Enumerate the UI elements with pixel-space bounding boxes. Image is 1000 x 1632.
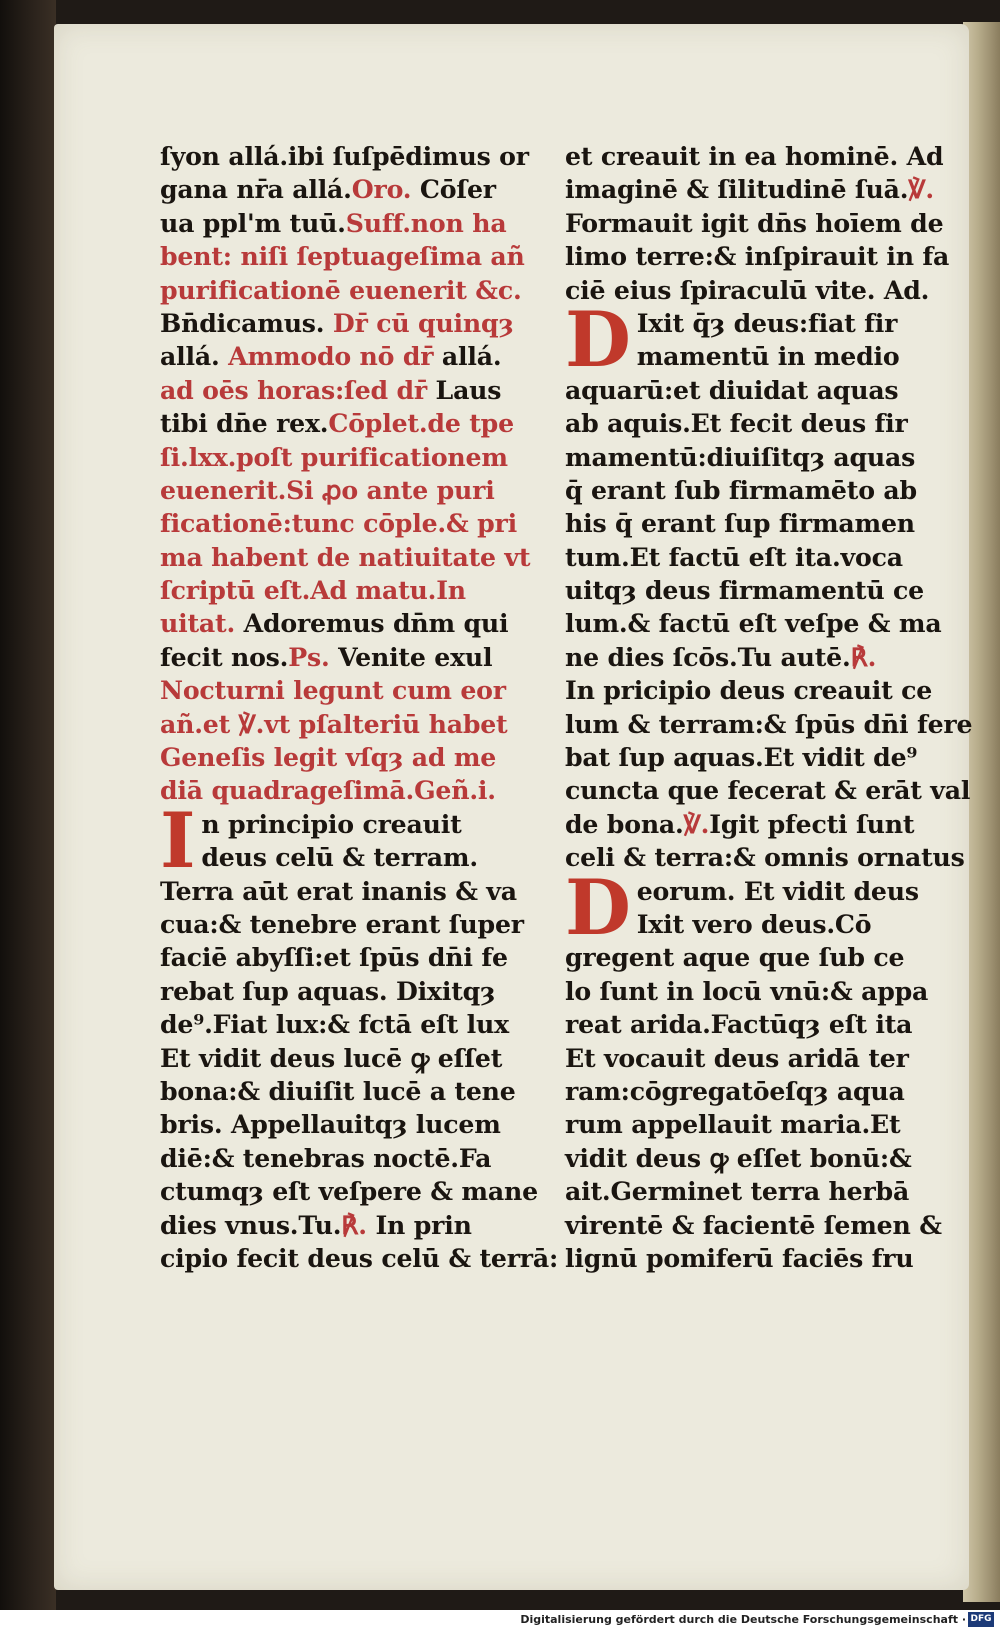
rubric-text: Suff.non ha [345, 207, 507, 238]
text-line [565, 1142, 925, 1175]
text-line [565, 140, 944, 173]
text-line [160, 207, 520, 240]
body-text: virentē & facientē ſemen & [565, 1209, 942, 1240]
body-text: cuncta que fecerat & erāt val [565, 775, 971, 806]
rubric-text: ℟. [341, 1209, 367, 1240]
text-line [160, 307, 520, 340]
rubric-text: ma habent de natiuitate vt [160, 541, 531, 572]
text-line [160, 875, 520, 908]
body-text: ram:cōgregatōeſqȝ aqua [565, 1075, 905, 1106]
body-text: Et vocauit deus aridā ter [565, 1042, 909, 1073]
text-line [160, 1242, 559, 1275]
body-text: vidit deus ꝙ eſſet bonū:& [565, 1142, 912, 1173]
body-text: In pricipio deus creauit ce [565, 675, 933, 706]
text-line [565, 841, 965, 874]
rubric-text: Geneſis legit vſqȝ ad me [160, 742, 497, 773]
body-text: faciē abyſſi:et ſpūs dn̄i fe [160, 942, 508, 973]
body-text: his q̄ erant ſup firmamen [565, 508, 915, 539]
body-text: eorum. Et vidit deus [636, 875, 919, 906]
body-text: n principio creauit [201, 808, 462, 839]
funding-credit: Digitalisierung gefördert durch die Deutsche Forschungsgemeinschaft · [520, 1613, 966, 1626]
text-line [160, 741, 520, 774]
text-line [565, 774, 971, 807]
text-line [160, 1042, 520, 1075]
text-line [160, 441, 520, 474]
body-text: ait.Germinet terra herbā [565, 1176, 910, 1207]
rubric-text: euenerit.Si ꝓo ante puri [160, 474, 495, 505]
body-text: tum.Et factū eſt ita.voca [565, 541, 903, 572]
body-text: ciē eius ſpiraculū vite. Ad. [565, 274, 930, 305]
body-text: gregent aque que ſub ce [565, 942, 905, 973]
body-text: lum & terram:& ſpūs dn̄i fere [565, 708, 973, 739]
text-line [160, 674, 520, 707]
body-text: de⁹.Fiat lux:& fctā eſt lux [160, 1009, 509, 1040]
text-line [565, 574, 925, 607]
dfg-logo: DFG [968, 1612, 994, 1627]
body-text: bona:& diuiſit lucē a tene [160, 1075, 516, 1106]
body-text: allá. [433, 341, 502, 372]
text-line [160, 340, 520, 373]
text-line [565, 1175, 925, 1208]
rubric-text: añ.et ℣.vt pſalteriū habet [160, 708, 508, 739]
body-text: limo terre:& inſpirauit in fa [565, 241, 950, 272]
book-spine [0, 0, 56, 1610]
text-line [565, 474, 925, 507]
text-line [160, 1008, 520, 1041]
body-text: mamentū in medio [636, 341, 900, 372]
body-text: Terra aūt erat inanis & va [160, 875, 517, 906]
rubric-text: bent: niſi ſeptuageſima añ [160, 241, 525, 272]
body-text: reat arida.Factūqȝ eſt ita [565, 1009, 913, 1040]
body-text: allá. [160, 341, 220, 372]
text-line [565, 1008, 925, 1041]
rubric-text: Oro. [351, 174, 412, 205]
body-text: de bona. [565, 808, 684, 839]
text-line [160, 240, 525, 273]
decorated-initial: D [565, 294, 631, 384]
text-line [565, 808, 925, 841]
text-line [565, 240, 950, 273]
body-text: bris. Appellauitqȝ lucem [160, 1109, 501, 1140]
body-text: ua ppl'm tuū. [160, 207, 346, 238]
body-text: gana nr̄a allá. [160, 174, 352, 205]
text-line [565, 374, 925, 407]
text-line [565, 708, 973, 741]
text-line [160, 407, 520, 440]
text-line [565, 1209, 942, 1242]
text-line [160, 841, 520, 874]
body-text: et creauit in ea hominē. Ad [565, 141, 944, 171]
body-text: celi & terra:& omnis ornatus [565, 842, 965, 873]
text-line [160, 941, 520, 974]
body-text: Bn̄dicamus. [160, 307, 325, 338]
body-text: Formauit igit dn̄s hoīem de [565, 207, 944, 238]
text-line [160, 607, 520, 640]
left-text-column [160, 140, 559, 1275]
text-line [565, 674, 933, 707]
text-line [160, 574, 520, 607]
text-line [160, 975, 520, 1008]
body-text: Venite exul [329, 641, 493, 672]
text-line [160, 274, 520, 307]
body-text: uitqȝ deus firmamentū ce [565, 575, 925, 606]
body-text: dies vnus.Tu. [160, 1209, 342, 1240]
text-line [160, 541, 531, 574]
body-text: ne dies ſcōs.Tu autē. [565, 641, 851, 672]
body-text: Igit pfecti ſunt [709, 808, 915, 839]
text-line [160, 1108, 520, 1141]
text-line [565, 741, 925, 774]
body-text: bat ſup aquas.Et vidit de⁹ [565, 742, 918, 773]
text-line [565, 207, 944, 240]
text-line [160, 1175, 538, 1208]
decorated-initial: D [565, 862, 631, 952]
text-line [565, 1075, 925, 1108]
body-text: cipio fecit deus celū & terrā: [160, 1242, 559, 1273]
text-line [160, 374, 520, 407]
text-line [160, 173, 520, 206]
rubric-text: purificationē euenerit &c. [160, 274, 522, 305]
body-text: deus celū & terram. [201, 842, 478, 873]
rubric-text: Nocturni legunt cum eor [160, 675, 506, 706]
text-line [160, 1142, 520, 1175]
right-text-column [565, 140, 973, 1275]
text-line [565, 607, 942, 640]
rubric-text: Ammodo nō dr̄ [219, 341, 434, 372]
text-line [160, 1209, 520, 1242]
text-line [160, 140, 529, 173]
text-line [160, 908, 524, 941]
text-line [565, 1242, 925, 1275]
text-line [160, 708, 520, 741]
text-line [160, 507, 520, 540]
rubric-text: ad oēs horas:ſed dr̄ [160, 374, 427, 405]
body-text: diē:& tenebras noctē.Fa [160, 1142, 492, 1173]
text-line [565, 1108, 925, 1141]
body-text: Laus [426, 374, 502, 405]
text-line [160, 641, 520, 674]
rubric-text: diā quadrageſimā.Geñ.i. [160, 775, 496, 806]
rubric-text: ſi.lxx.poſt purificationem [160, 441, 508, 472]
body-text: rum appellauit maria.Et [565, 1109, 901, 1140]
text-line [565, 975, 929, 1008]
body-text: lo ſunt in locū vnū:& appa [565, 975, 929, 1006]
body-text: Ixit vero deus.Cō [636, 908, 872, 939]
text-line [565, 441, 925, 474]
rubric-text: uitat. [160, 608, 236, 639]
text-line [565, 1042, 925, 1075]
body-text: aquarū:et diuidat aquas [565, 374, 899, 405]
text-line [160, 1075, 520, 1108]
decorated-initial: I [160, 795, 196, 885]
rubric-text: Cōplet.de tpe [328, 408, 514, 439]
rubric-text: ℟. [850, 641, 877, 672]
text-line [565, 173, 934, 206]
text-line [565, 274, 930, 307]
body-text: mamentū:diuiſitqȝ aquas [565, 441, 916, 472]
rubric-text: ℣. [908, 174, 934, 205]
body-text: ab aquis.Et fecit deus fir [565, 408, 908, 439]
text-line [565, 407, 925, 440]
body-text: q̄ erant ſub firmamēto ab [565, 474, 917, 505]
rubric-text: ſcriptū eſt.Ad matu.In [160, 575, 466, 606]
body-text: ſyon allá.ibi ſuſpēdimus or [160, 141, 529, 171]
text-line [565, 541, 925, 574]
rubric-text: ℣. [683, 808, 710, 839]
body-text: cua:& tenebre erant ſuper [160, 908, 524, 939]
body-text: imaginē & ſilitudinē ſuā. [565, 174, 909, 205]
body-text: Cōſer [411, 174, 496, 205]
body-text: lum.& factū eſt veſpe & ma [565, 608, 942, 639]
body-text: In prin [366, 1209, 472, 1240]
body-text: lignū pomiferū faciēs fru [565, 1242, 914, 1273]
body-text: tibi dn̄e rex. [160, 408, 329, 439]
body-text: rebat ſup aquas. Dixitqȝ [160, 975, 496, 1006]
body-text: ctumqȝ eſt veſpere & mane [160, 1176, 538, 1207]
text-line [160, 474, 520, 507]
text-line [565, 507, 925, 540]
body-text: fecit nos. [160, 641, 289, 672]
body-text: Adoremus dn̄m qui [235, 608, 509, 639]
rubric-text: ficationē:tunc cōple.& pri [160, 508, 517, 539]
text-line [565, 641, 925, 674]
rubric-text: Ps. [288, 641, 330, 672]
rubric-text: Dr̄ cū quinqȝ [324, 307, 514, 338]
text-line [160, 774, 520, 807]
body-text: Ixit q̄ȝ deus:fiat fir [636, 307, 898, 338]
text-line [565, 941, 925, 974]
body-text: Et vidit deus lucē ꝙ eſſet [160, 1042, 503, 1073]
